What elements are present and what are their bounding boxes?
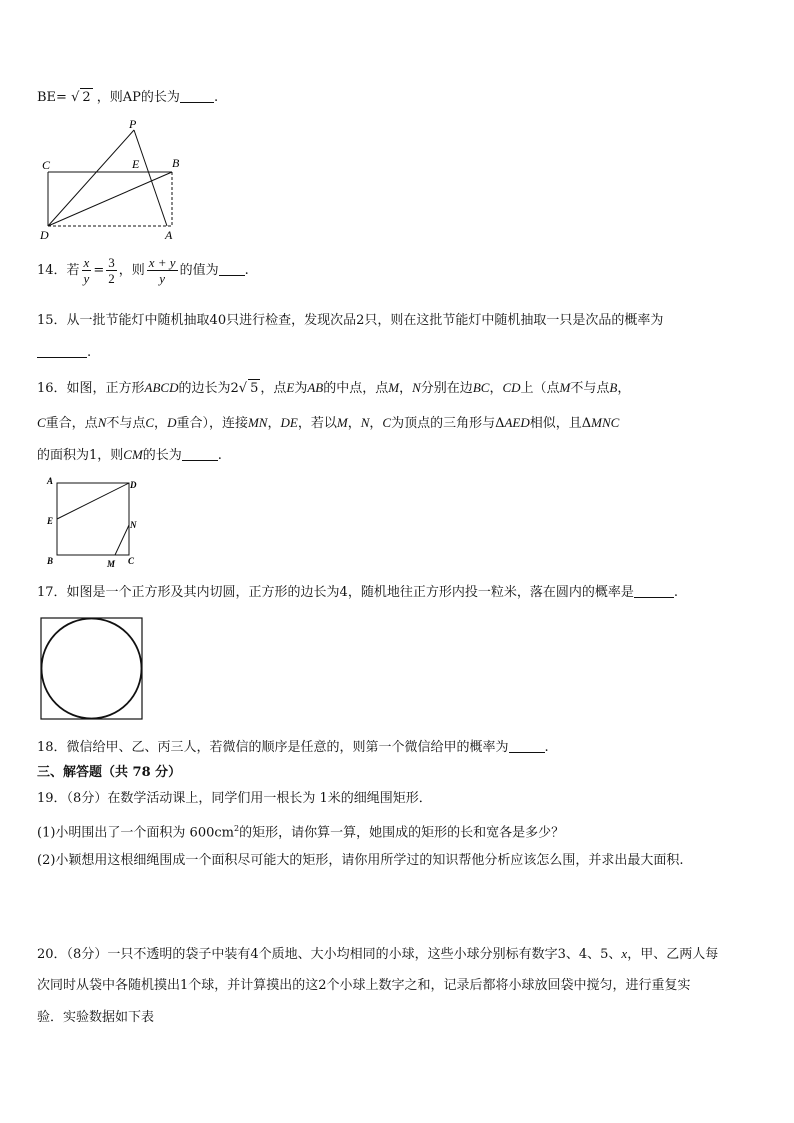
q13-end: . xyxy=(213,90,219,105)
q17-line xyxy=(37,583,678,602)
q16-e: E xyxy=(286,380,295,395)
q18-line xyxy=(37,738,549,757)
q15-answer-blank xyxy=(37,343,87,358)
q20-line-3: 验．实验数据如下表 xyxy=(37,1010,155,1025)
q16-m2: M xyxy=(559,380,571,395)
q14-fraction-sum xyxy=(147,255,178,286)
q16-abcd: ABCD xyxy=(144,380,179,395)
q18-text: 18．微信给甲、乙、丙三人，若微信的顺序是任意的，则第一个微信给甲的概率为 xyxy=(37,740,509,755)
q16-t10: 不与点 xyxy=(570,381,610,396)
q16-sqrt: 5 xyxy=(250,381,259,396)
q14-equals: = xyxy=(93,263,105,278)
q14-line xyxy=(37,254,249,288)
q16-cm: CM xyxy=(123,447,143,462)
q13-line xyxy=(37,88,218,107)
q13-label-b: B xyxy=(172,156,180,170)
q16-ab: AB xyxy=(307,380,324,395)
q16-figure xyxy=(42,474,152,572)
q14-f2-den: 2 xyxy=(108,271,115,286)
q16-answer-blank xyxy=(182,446,218,461)
q14-f3-den: y xyxy=(159,271,166,286)
q16-t23: 的长为 xyxy=(142,448,182,463)
q16-t19: ， xyxy=(369,416,383,431)
q13-label-p: P xyxy=(129,117,137,131)
q16-b2: B xyxy=(609,380,618,395)
q13-prefix: BE= xyxy=(37,90,67,105)
q16-t14: ， xyxy=(154,416,168,431)
q17-end: . xyxy=(673,585,678,600)
q16-end: . xyxy=(217,448,222,463)
q16-t2: 的边长为 xyxy=(178,381,231,396)
q16-t5: 的中点，点 xyxy=(323,381,389,396)
q16-t16: ， xyxy=(267,416,281,431)
q16-t8: ， xyxy=(489,381,503,396)
q20-t2: ，甲、乙两人每 xyxy=(627,947,719,962)
q13-figure xyxy=(36,116,196,244)
q16-bc: BC xyxy=(472,380,490,395)
q14-fraction-3-2 xyxy=(106,255,117,286)
q13-label-a: A xyxy=(165,228,173,242)
q16-line-1: 16．如图，正方形ABCD的边长为2√ 5 ，点E为AB的中点，点M，N分别在边BC，CD上（点M不与点B， xyxy=(37,380,631,396)
q16-label-b: B xyxy=(47,556,54,566)
q16-c4: C xyxy=(382,415,392,430)
q16-t7: 分别在边 xyxy=(420,381,473,396)
q20-line-1 xyxy=(37,945,718,964)
q16-coef: 2 xyxy=(230,381,239,396)
q16-de: DE xyxy=(280,415,298,430)
q14-f1-num: x xyxy=(83,255,90,270)
q16-line-2 xyxy=(37,414,619,433)
q16-aed: AED xyxy=(504,415,530,430)
q19-line-1: 19．（8分）在数学活动课上，同学们用一根长为 1米的细绳围矩形． xyxy=(37,791,432,806)
q16-label-d: D xyxy=(130,480,137,490)
q16-mn: MN xyxy=(247,415,268,430)
q16-t20: 为顶点的三角形与Δ xyxy=(391,416,505,431)
q16-t12: 重合，点 xyxy=(45,416,98,431)
q16-n2: N xyxy=(97,415,107,430)
q13-answer-blank xyxy=(180,88,214,103)
q17-text: 17．如图是一个正方形及其内切圆，正方形的边长为4，随机地往正方形内投一粒米，落在圆内的概率是 xyxy=(37,585,634,600)
q13-label-d: D xyxy=(40,228,49,242)
q16-t22: 的面积为1，则 xyxy=(37,448,124,463)
q13-label-e: E xyxy=(132,157,140,171)
q19-part1-a: (1)小明围出了一个面积为 600cm xyxy=(37,825,234,841)
q16-t11: ， xyxy=(617,381,631,396)
q14-end: . xyxy=(244,263,249,278)
q19-part1-b: 的矩形，请你算一算，她围成的矩形的长和宽各是多少？ xyxy=(239,825,565,841)
q14-mid: ，则 xyxy=(118,263,145,278)
q14-label: 14．若 xyxy=(37,263,80,278)
q16-t17: ，若以 xyxy=(297,416,337,431)
q16-t4: 为 xyxy=(294,381,308,396)
q16-label-c: C xyxy=(128,556,135,566)
q16-t9: 上（点 xyxy=(520,381,560,396)
q16-line-3 xyxy=(37,446,222,465)
q16-mnc: MNC xyxy=(591,415,620,430)
q13-sqrt: √ 2 xyxy=(71,90,91,105)
q16-t21: 相似，且Δ xyxy=(529,416,592,431)
q20-x: x xyxy=(621,946,628,961)
q20-line-2: 次同时从袋中各随机摸出1个球，并计算摸出的这2个小球上数字之和，记录后都将小球放回袋中搅匀，进行重复实 xyxy=(37,978,691,993)
q20-t1: 20．（8分）一只不透明的袋子中装有4个质地、大小均相同的小球，这些小球分别标有数字3、4、5、 xyxy=(37,947,622,962)
q19-line-3: (2)小颖想用这根细绳围成一个面积尽可能大的矩形，请你用所学过的知识帮他分析应该怎么围，并求出最大面积. xyxy=(37,853,684,868)
section-title: 三、解答题（共 78 分） xyxy=(37,765,182,780)
q16-t13: 不与点 xyxy=(106,416,146,431)
q16-m: M xyxy=(388,380,400,395)
q16-t18: ， xyxy=(347,416,361,431)
q16-t6: ， xyxy=(399,381,413,396)
q14-answer-blank xyxy=(219,261,245,276)
q16-d: D xyxy=(167,415,177,430)
q17-figure xyxy=(40,617,144,721)
q16-n: N xyxy=(412,380,421,395)
q14-fraction-x-y xyxy=(82,255,92,286)
q16-t1: 16．如图，正方形 xyxy=(37,381,145,396)
q14-f1-den: y xyxy=(83,271,90,286)
q14-f2-num: 3 xyxy=(108,255,115,270)
q16-label-n: N xyxy=(130,520,137,530)
q17-answer-blank xyxy=(634,583,674,598)
q16-label-m: M xyxy=(107,559,116,569)
q19-sup: 2 xyxy=(233,824,240,833)
q16-t3: ，点 xyxy=(260,381,287,396)
q18-end: . xyxy=(544,740,549,755)
q16-cd: CD xyxy=(502,380,521,395)
q16-t15: 重合），连接 xyxy=(176,416,248,431)
q14-text: 的值为 xyxy=(179,263,219,278)
q16-c2: C xyxy=(145,415,155,430)
q16-c: C xyxy=(37,415,46,430)
q13-text: ，则AP的长为 xyxy=(96,90,180,105)
q15-end: . xyxy=(87,345,92,360)
q15-line-1: 15．从一批节能灯中随机抽取40只进行检查，发现次品2只，则在这批节能灯中随机抽取一只是次品的概率为 xyxy=(37,313,664,328)
q16-label-a: A xyxy=(47,476,54,486)
q18-answer-blank xyxy=(509,738,545,753)
q16-n3: N xyxy=(360,415,370,430)
q19-line-2 xyxy=(37,820,564,842)
q16-m3: M xyxy=(336,415,348,430)
q15-line-2 xyxy=(37,343,91,362)
q13-label-c: C xyxy=(42,158,51,172)
q14-f3-num: x + y xyxy=(148,255,176,270)
q16-label-e: E xyxy=(47,516,54,526)
